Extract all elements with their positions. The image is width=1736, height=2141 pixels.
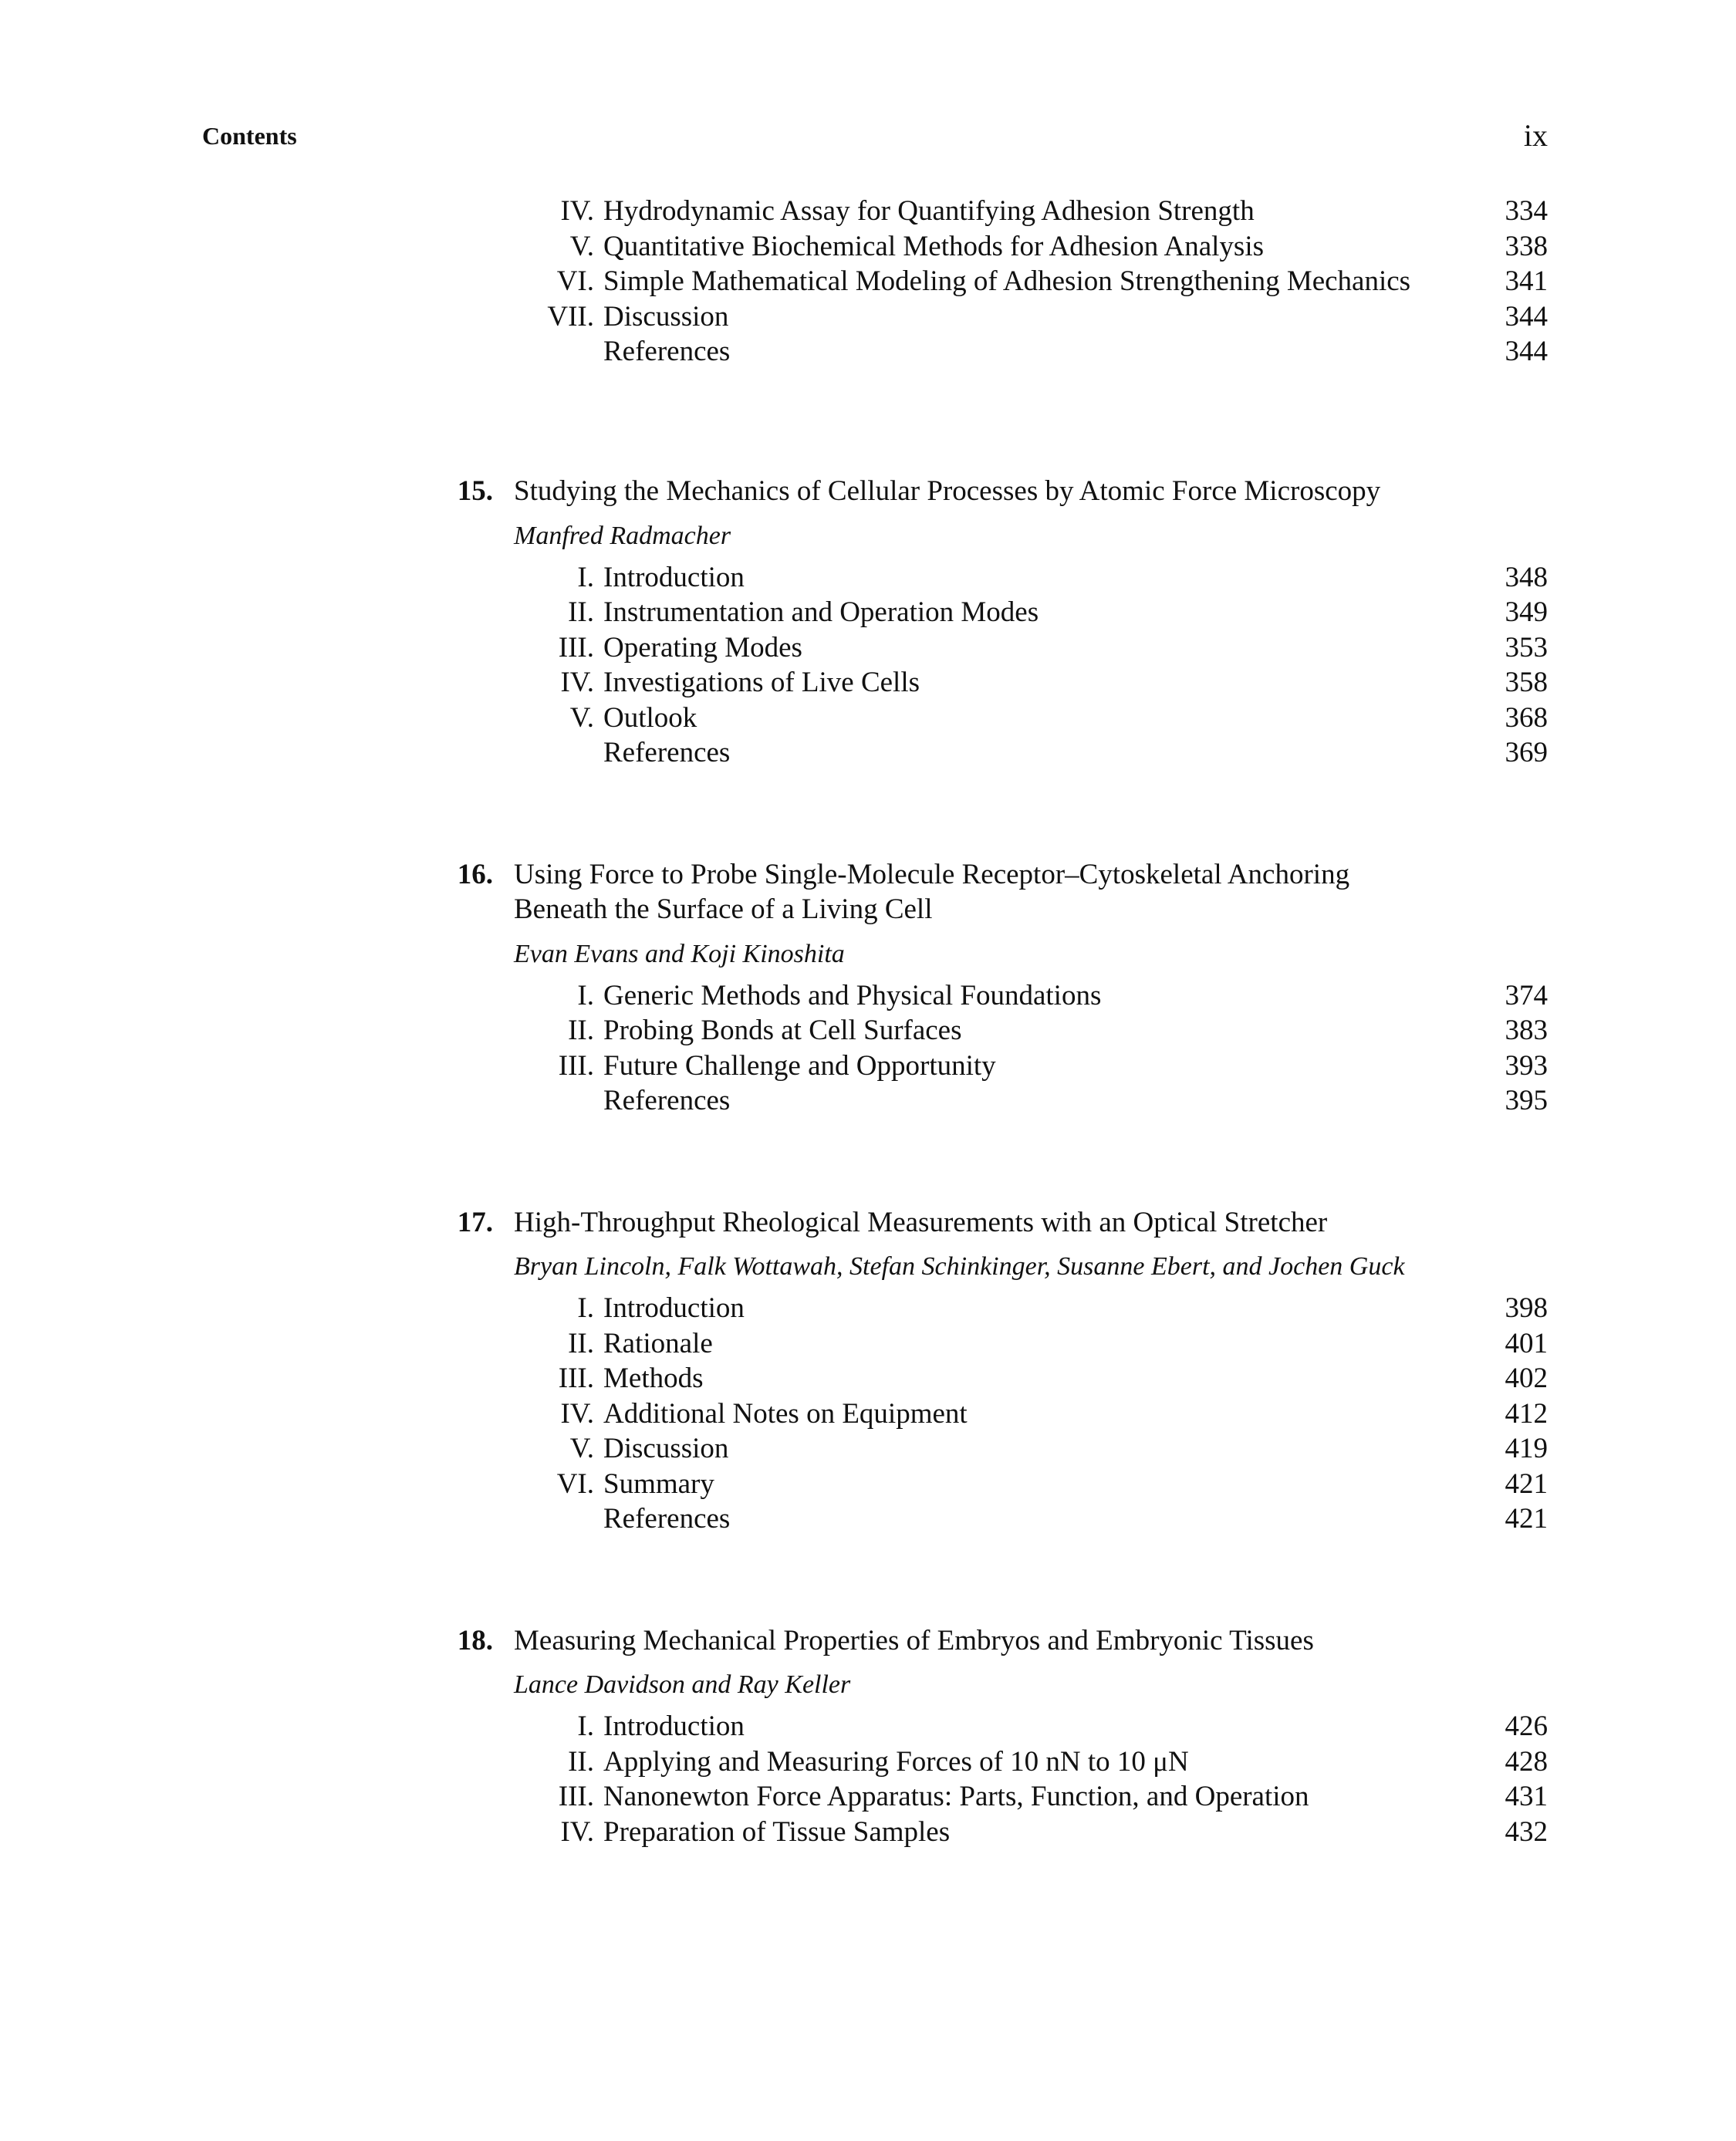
section-page-number: 383 — [1505, 1015, 1548, 1046]
toc-entry[interactable] — [0, 1013, 1736, 1049]
section-page-number: 344 — [1505, 300, 1548, 333]
section-title: Discussion — [603, 1433, 729, 1464]
section-title: Preparation of Tissue Samples — [603, 1815, 951, 1848]
section-title: Applying and Measuring Forces of 10 nN to 10 μN — [603, 1745, 1189, 1778]
chapter-title-text: Beneath the Surface of a Living Cell — [514, 893, 933, 925]
toc-entry[interactable] — [0, 1361, 1736, 1396]
running-head-title: Contents — [202, 122, 297, 150]
toc-entry[interactable] — [0, 1396, 1736, 1432]
section-number: VI. — [556, 1467, 594, 1500]
toc-entry[interactable] — [0, 1744, 1736, 1780]
toc-entry[interactable] — [0, 264, 1736, 299]
section-page-number: 353 — [1505, 631, 1548, 664]
section-title: Instrumentation and Operation Modes — [603, 596, 1039, 628]
chapter-authors: Bryan Lincoln, Falk Wottawah, Stefan Schinkinger, Susanne Ebert, and Jochen Guck — [514, 1252, 1405, 1281]
toc-entry[interactable] — [0, 1049, 1736, 1084]
chapter-title-text: High-Throughput Rheological Measurements with an Optical Stretcher — [514, 1206, 1328, 1238]
toc-entry[interactable] — [0, 630, 1736, 666]
section-title: Hydrodynamic Assay for Quantifying Adhesion Strength — [603, 195, 1255, 227]
toc-entry[interactable] — [0, 978, 1736, 1014]
toc-entry[interactable] — [0, 665, 1736, 701]
toc-entry[interactable] — [0, 560, 1736, 596]
section-title: References — [603, 1503, 731, 1535]
toc-entry[interactable] — [0, 229, 1736, 265]
section-number: IV. — [560, 1815, 594, 1848]
section-title: Additional Notes on Equipment — [603, 1397, 968, 1430]
section-page-number: 432 — [1505, 1815, 1548, 1848]
section-number: V. — [569, 1433, 594, 1464]
toc-entry[interactable] — [0, 1815, 1736, 1850]
section-number: III. — [558, 1781, 594, 1812]
section-page-number: 341 — [1505, 265, 1548, 297]
section-title: Probing Bonds at Cell Surfaces — [603, 1015, 962, 1046]
section-title: Introduction — [603, 561, 745, 593]
section-title: References — [603, 737, 731, 768]
section-number: II. — [568, 1327, 594, 1359]
section-page-number: 338 — [1505, 230, 1548, 262]
toc-entry[interactable] — [0, 194, 1736, 229]
section-page-number: 334 — [1505, 195, 1548, 227]
chapter-number: 18. — [457, 1624, 493, 1656]
section-number: V. — [569, 701, 594, 734]
section-page-number: 369 — [1505, 737, 1548, 768]
section-title: Quantitative Biochemical Methods for Adhesion Analysis — [603, 230, 1265, 262]
section-page-number: 348 — [1505, 561, 1548, 593]
chapter-number: 16. — [457, 858, 493, 890]
section-page-number: 401 — [1505, 1327, 1548, 1359]
section-page-number: 393 — [1505, 1049, 1548, 1082]
section-page-number: 395 — [1505, 1085, 1548, 1116]
section-title: References — [603, 336, 731, 367]
section-title: Rationale — [603, 1327, 713, 1359]
section-page-number: 421 — [1505, 1467, 1548, 1500]
chapter-authors: Manfred Radmacher — [514, 521, 731, 550]
section-title: Introduction — [603, 1292, 745, 1324]
section-page-number: 368 — [1505, 701, 1548, 734]
section-number: IV. — [560, 195, 594, 227]
section-title: Generic Methods and Physical Foundations — [603, 979, 1102, 1011]
section-page-number: 421 — [1505, 1503, 1548, 1535]
section-title: References — [603, 1085, 731, 1116]
toc-entry[interactable] — [0, 1709, 1736, 1744]
section-number: II. — [568, 1745, 594, 1778]
section-number: II. — [568, 1015, 594, 1046]
section-number: I. — [577, 979, 594, 1011]
chapter-title-text: Using Force to Probe Single-Molecule Receptor–Cytoskeletal Anchoring — [514, 858, 1350, 890]
section-page-number: 426 — [1505, 1710, 1548, 1742]
section-number: III. — [558, 631, 594, 664]
section-title: Summary — [603, 1467, 714, 1500]
toc-entry[interactable] — [0, 701, 1736, 736]
toc-entry[interactable] — [0, 334, 1736, 370]
section-page-number: 402 — [1505, 1363, 1548, 1394]
section-number: V. — [569, 230, 594, 262]
chapter-title-text: Studying the Mechanics of Cellular Processes by Atomic Force Microscopy — [514, 475, 1381, 507]
section-number: VI. — [556, 265, 594, 297]
section-title: Simple Mathematical Modeling of Adhesion Strengthening Mechanics — [603, 265, 1411, 297]
section-page-number: 412 — [1505, 1397, 1548, 1430]
toc-entry[interactable] — [0, 299, 1736, 335]
toc-entry[interactable] — [0, 1083, 1736, 1119]
chapter-authors: Lance Davidson and Ray Keller — [514, 1670, 851, 1699]
section-page-number: 349 — [1505, 596, 1548, 628]
section-title: Future Challenge and Opportunity — [603, 1049, 996, 1082]
section-page-number: 374 — [1505, 979, 1548, 1011]
toc-entry[interactable] — [0, 595, 1736, 630]
section-page-number: 398 — [1505, 1292, 1548, 1324]
section-page-number: 431 — [1505, 1781, 1548, 1812]
toc-entry[interactable] — [0, 1291, 1736, 1326]
section-number: I. — [577, 561, 594, 593]
section-page-number: 419 — [1505, 1433, 1548, 1464]
running-head-page-number: ix — [1523, 118, 1548, 153]
toc-entry[interactable] — [0, 1779, 1736, 1815]
section-number: III. — [558, 1049, 594, 1082]
section-number: III. — [558, 1363, 594, 1394]
section-title: Methods — [603, 1363, 704, 1394]
section-title: Investigations of Live Cells — [603, 667, 920, 698]
toc-entry[interactable] — [0, 735, 1736, 771]
section-number: I. — [577, 1710, 594, 1742]
chapter-number: 17. — [457, 1206, 493, 1238]
chapter-number: 15. — [457, 475, 493, 507]
section-title: Outlook — [603, 701, 697, 734]
section-title: Nanonewton Force Apparatus: Parts, Function, and Operation — [603, 1781, 1309, 1812]
chapter-title-text: Measuring Mechanical Properties of Embryos and Embryonic Tissues — [514, 1624, 1314, 1656]
section-number: II. — [568, 596, 594, 628]
section-number: IV. — [560, 1397, 594, 1430]
toc-entry[interactable] — [0, 1431, 1736, 1467]
section-number: VII. — [547, 300, 594, 333]
section-page-number: 344 — [1505, 336, 1548, 367]
toc-entry[interactable] — [0, 1467, 1736, 1502]
section-title: Introduction — [603, 1710, 745, 1742]
toc-entry[interactable] — [0, 1501, 1736, 1537]
section-number: I. — [577, 1292, 594, 1324]
section-page-number: 358 — [1505, 667, 1548, 698]
section-number: IV. — [560, 667, 594, 698]
section-title: Operating Modes — [603, 631, 802, 664]
chapter-authors: Evan Evans and Koji Kinoshita — [514, 939, 845, 968]
section-title: Discussion — [603, 300, 729, 333]
section-page-number: 428 — [1505, 1745, 1548, 1778]
toc-entry[interactable] — [0, 1326, 1736, 1362]
